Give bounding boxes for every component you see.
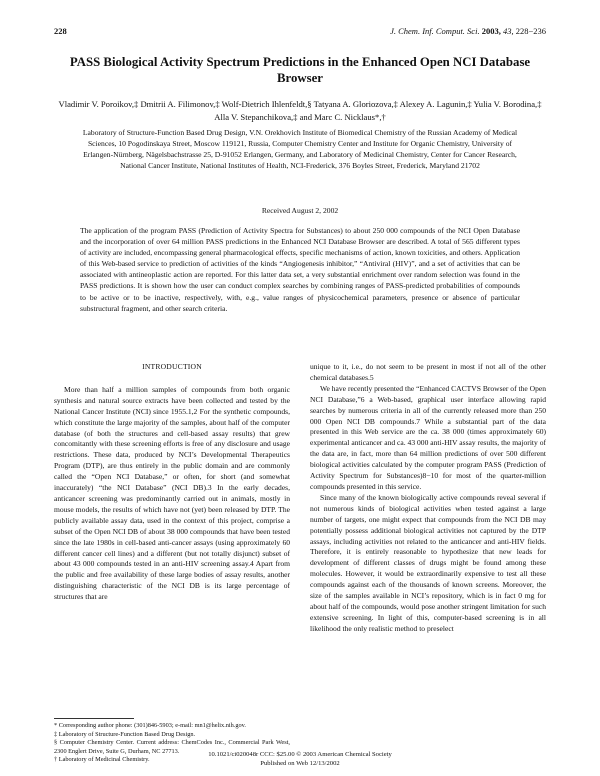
body-paragraph: unique to it, i.e., do not seem to be present in most if not all of the other chemical databases.5: [310, 362, 546, 382]
article-title: PASS Biological Activity Spectrum Predictions in the Enhanced Open NCI Database Browser: [69, 55, 531, 85]
page-number: 228: [54, 26, 67, 36]
journal-name: J. Chem. Inf. Comput. Sci.: [390, 26, 480, 36]
journal-volume: 43,: [502, 26, 514, 36]
footnote-divider: [54, 718, 134, 719]
left-column: [54, 362, 290, 603]
footnote: ‡ Laboratory of Structure-Function Based Drug Design.: [54, 730, 196, 738]
footnote: § Computer Chemistry Center. Current address: ChemCodes Inc., Commercial Park West, 2300 Englert Drive, Suite G, Durham, NC 27713.: [54, 739, 290, 755]
page-footer: [54, 750, 546, 768]
section-heading-introduction: INTRODUCTION: [142, 362, 202, 371]
journal-year: 2003,: [481, 26, 501, 36]
body-paragraph: We have recently presented the “Enhanced CACTVS Browser of the Open NCI Database,”6 a Web-based, graphical user interface allowing rapid searches by numerous criteria in all of the currently released more than 250 000 Open NCI DB compounds.7 While a substantial part of the data presented in this Web service are the ca. 38 000 (times approximately 60) experimental anticancer and ca. 43 000 anti-HIV assay results, the majority of the data are, in fact, more than 64 million predictions of over 500 different biological activities calculated by the computer program PASS (Prediction of Activity Spectrum for Substances)8−10 for most of the quarter-million compounds presented in this service.: [310, 383, 546, 491]
footnote-corresponding-author: * Corresponding author phone: (301)846-5903; e-mail: mn1@helix.nih.gov.: [54, 722, 246, 729]
right-column: [310, 362, 546, 635]
abstract: The application of the program PASS (Prediction of Activity Spectra for Substances) to about 250 000 compounds of the NCI Open Database and the incorporation of over 64 million PASS predictions in the Enhanced NCI Database Browser are described. A total of 565 different types of activity are included, encompassing general pharmacological effects, specific mechanisms of action, known toxicities, and others. Application of this Web-based service to prediction of activities of the kinds “Angiogenesis inhibitor,” “Antiviral (HIV)”, and a set of activities that can be associated with antineoplastic action are reported. For this latter data set, a very substantial enrichment over random selection was found in the PASS predictions. It is shown how the user can conduct complex searches by combining ranges of PASS-predicted probabilities of compounds to be active or to be inactive, respectively, with, e.g., value ranges of physicochemical parameters, presence or absence of particular substructural fragment, and other search criteria.: [80, 226, 520, 313]
author-list: Vladimir V. Poroikov,‡ Dmitrii A. Filimonov,‡ Wolf-Dietrich Ihlenfeldt,§ Tatyana A. Gloriozova,‡ Alexey A. Lagunin,‡ Yulia V. Borodina,‡ Alla V. Stepanchikova,‡ and Marc C. Nicklaus*,†: [58, 99, 542, 122]
received-date: Received August 2, 2002: [261, 206, 339, 215]
affiliations: Laboratory of Structure-Function Based Drug Design, V.N. Orekhovich Institute of Biomedical Chemistry of the Russian Academy of Medical Sciences, 10 Pogodinskaya Street, Moscow 119121, Russia, Computer Chemistry Center and Institute for Organic Chemistry, University of Erlangen-Nürnberg, Nägelsbachstrasse 25, D-91052 Erlangen, Germany, and Laboratory of Medicinal Chemistry, Center for Cancer Research, National Cancer Institute, National Institutes of Health, NCI-Frederick, 376 Boyles Street, Frederick, Maryland 21702: [82, 128, 518, 170]
journal-pages: 228−236: [515, 26, 546, 36]
running-header: [54, 26, 546, 38]
body-paragraph: Since many of the known biologically active compounds reveal several if not numerous kinds of biological activities when tested against a large number of targets, one might expect that compounds from the NCI DB may potentially possess additional biological activities not captured by the DTP assays, including activities not related to the anticancer and anti-HIV fields. Therefore, it is entirely reasonable to hypothesize that new leads for development of different classes of drugs might be found among these molecules. However, it would be extraordinarily expensive to test all these compounds against each of the thousands of known screens. Moreover, the size of the samples available in NCI’s repository, which is in fact 0 mg for about half of the compounds, would pose another stringent limitation for such extensive screening. In light of this, computer-based screening is in all likelihood the only realistic method to preselect: [310, 492, 546, 633]
published-date: Published on Web 12/13/2002: [260, 760, 340, 767]
journal-citation: [390, 26, 546, 36]
body-paragraph: More than half a million samples of compounds from both organic synthesis and natural source extracts have been collected and tested by the National Cancer Institute (NCI) since 1955.1,2 For the synthetic compounds, which constitute the large majority of the samples, about half of the computer database (of both the structures and cell-based assay results) that grew concomitantly with these screening efforts is free of any disclosure and usage restrictions. These data, produced by NCI’s Developmental Therapeutics Program (DTP), are thus entirely in the public domain and are commonly called the “Open NCI Database,” or often, for short (and somewhat inaccurately) “the NCI Database” (NCI DB).3 In the early decades, anticancer screening was predominantly carried out in animals, mostly in mouse models, the results of which have not (yet) been released by DTP. The publicly available assay data, used in the context of this project, comprise a subset of the Open NCI DB of about 38 000 compounds that have been tested since the late 1980s in cell-based anti-cancer assays (using approximately 60 different cancer cell lines) and a different (but not totally disjunct) subset of about 43 000 compounds tested in an anti-HIV screening assay.4 Apart from the public and free availability of these large bodies of assay results, another distinguishing characteristic of the NCI DB is its large percentage of structures that are: [54, 384, 290, 602]
doi-line: 10.1021/ci020048r CCC: $25.00 © 2003 American Chemical Society: [208, 751, 392, 758]
footnote: † Laboratory of Medicinal Chemistry.: [54, 756, 150, 764]
